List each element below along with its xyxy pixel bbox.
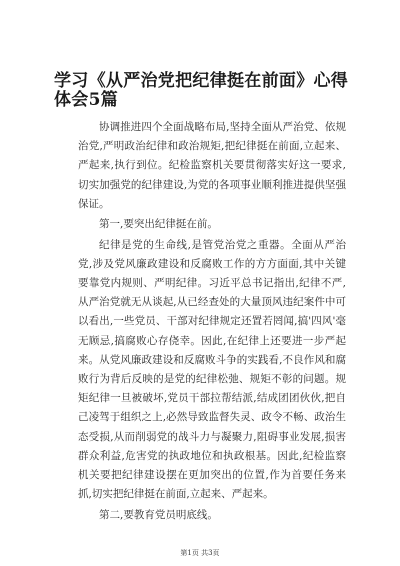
paragraph-heading-second: 第二,要教育党员明底线。 [99,508,218,521]
document-body [78,118,346,526]
paragraph-intro: 协调推进四个全面战略布局,坚持全面从严治党、依规治党,严明政治纪律和政治规矩,把纪律挺在前面,立起来、严起来,执行到位。纪检监察机关要贯彻落实好这一要求,切实加强党的纪律建设,为党的各项事业顺利推进提供坚强保证。 [78,121,346,210]
page-footer: 第1页 共3页 [180,549,220,557]
document-title: 学习《从严治党把纪律挺在前面》心得体会5篇 [54,71,349,110]
paragraph-discipline: 纪律是党的生命线,是管党治党之重器。全面从严治党,涉及党风廉政建设和反腐败工作的方方面面,其中关键要靠党内规则、严明纪律。习近平总书记指出,纪律不严,从严治党就无从谈起,从已经查处的大量顶风违纪案件中可以看出,一些党员、干部对纪律规定还置若罔闻,搞'四风'毫无顾忌,搞腐败心存侥幸。因此,在纪律上还要进一步严起来。从党风廉政建设和反腐败斗争的实践看,不良作风和腐败行为背后反映的是党的纪律松弛、规矩不彰的问题。规矩纪律一旦被破坏,党员干部拉帮结派,结成团团伙伙,把自己凌驾于组织之上,必然导致监督失灵、政令不畅、政治生态受损,从而削弱党的战斗力与凝聚力,阻碍事业发展,损害群众利益,危害党的执政地位和执政根基。因此,纪检监察机关要把纪律建设摆在更加突出的位置,作为首要任务来抓,切实把纪律挺在前面,立起来、严起来。 [78,238,346,501]
paragraph-heading-first: 第一,要突出纪律挺在前。 [99,218,218,231]
